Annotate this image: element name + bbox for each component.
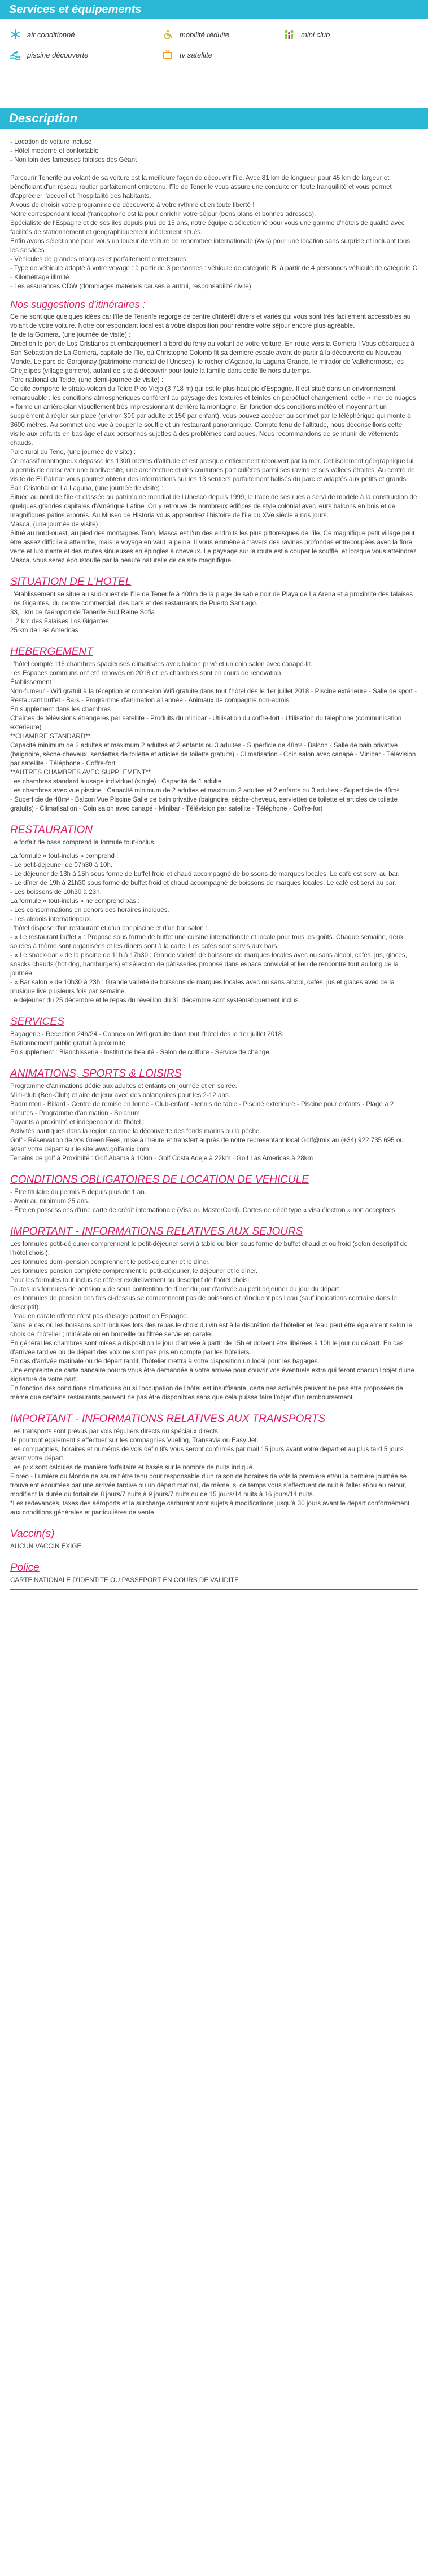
intro-line: - Hôtel moderne et confortable bbox=[10, 147, 99, 155]
services-title: Services et équipements bbox=[9, 3, 142, 16]
intro-paragraph: A vous de choisir votre programme de découverte à votre rythme et en toute liberté ! bbox=[10, 201, 255, 209]
restauration-title: RESTAURATION bbox=[10, 824, 93, 836]
equipment-air-conditioning bbox=[9, 29, 161, 39]
itinerary-line: Ile de la Gomera, (une journée de visite) : bbox=[10, 331, 131, 338]
important-sejours-line: Les formules demi-pension comprennent le petit-déjeuner et le dîner. bbox=[10, 1258, 210, 1266]
services-line: Bagagerie - Reception 24h/24 - Connexion Wifi gratuite dans tout l'hôtel dès le 1er juillet 2018. bbox=[10, 1031, 284, 1038]
animations-line: Programme d'animations dédié aux adultes et enfants en journée et en soirée. bbox=[10, 1082, 237, 1090]
situation-line: L'établissement se situe au sud-ouest de l'île de Tenerife à 400m de la plage de sable noir de Playa de La Arena et à proximité des falaises Los Gigantes, du centre commercial, des bars et des restaurants de Puerto Santiago. bbox=[10, 591, 413, 607]
animations-title: ANIMATIONS, SPORTS & LOISIRS bbox=[10, 1068, 182, 1080]
important-sejours-line: Dans le cas où les boissons sont incluses lors des repas le choix du vin est à la discrétion de l'hôtelier et l'eau peut être également selon le choix de l'hôtelier ; minérale ou en bouteille ou filtrée servie en carafe. bbox=[10, 1322, 413, 1338]
equipment-pool bbox=[9, 50, 161, 60]
restauration-line: - Le petit-déjeuner de 07h30 à 10h. bbox=[10, 861, 113, 869]
kids-club-icon bbox=[283, 29, 295, 39]
hebergement-line: **AUTRES CHAMBRES AVEC SUPPLEMENT** bbox=[10, 769, 151, 776]
hebergement-line: L'hôtel compte 116 chambres spacieuses climatisées avec balcon privé et un coin salon avec canapé-lit. bbox=[10, 660, 312, 668]
vaccins-text: AUCUN VACCIN EXIGE. bbox=[10, 1543, 84, 1550]
police-text: CARTE NATIONALE D'IDENTITE OU PASSEPORT EN COURS DE VALIDITE bbox=[10, 1577, 239, 1584]
equipment-reduced-mobility bbox=[161, 29, 283, 39]
important-transports-line: Les compagnies, horaires et numéros de vols définitifs vous seront confirmés par mail 15 jours avant votre départ et au plus tard 5 jours avant votre départ. bbox=[10, 1446, 404, 1462]
situation-line: 33,1 km de l'aéroport de Tenerife Sud Reine Sofia bbox=[10, 609, 155, 616]
situation-line: 1,2 km des Falaises Los Gigantes bbox=[10, 618, 109, 625]
equipment-label: air conditionné bbox=[27, 30, 75, 39]
restauration-line: - Les consommations en dehors des horaires indiqués. bbox=[10, 906, 169, 914]
hebergement-line: Les chambres avec vue piscine : Capacité minimum de 2 adultes et maximum 2 adultes et 2 enfants ou 3 adultes - Superficie de 48m² bbox=[10, 787, 399, 794]
hebergement-line: Non-fumeur - Wifi gratuit à la réception et connexion Wifi gratuite dans tout l'hôtel dès le 1er juillet 2018 - Piscine extérieure - Salle de sport - Restaurant buffet - Bars - Programme d'animation à l'année - Animaux de compagnie non-admis. bbox=[10, 688, 417, 704]
important-transports-title: IMPORTANT - INFORMATIONS RELATIVES AUX TRANSPORTS bbox=[10, 1413, 326, 1425]
services-line: Stationnement public gratuit à proximité. bbox=[10, 1040, 127, 1047]
important-transports-line: *Les redevances, taxes des aéroports et la surcharge carburant sont sujets à modifications jusqu'à 30 jours avant le départ conformément aux conditions générales et particulières de vente. bbox=[10, 1500, 410, 1516]
pool-icon bbox=[9, 50, 21, 60]
restauration-line: L'hôtel dispose d'un restaurant et d'un bar piscine et d'un bar salon : bbox=[10, 924, 208, 932]
animations-line: Activités nautiques dans la région comme la découverte des fonds marins ou la pêche. bbox=[10, 1128, 261, 1135]
important-transports-line: Ils pourront également s'effectuer sur les compagnies Vueling, Transavia ou Easy Jet. bbox=[10, 1437, 259, 1444]
intro-paragraph: - Kilométrage illimité bbox=[10, 274, 69, 281]
equipment-label: mini club bbox=[301, 30, 330, 39]
situation-title: SITUATION DE L'HOTEL bbox=[10, 576, 132, 588]
restauration-line: - « Bar salon » de 10h30 à 23h : Grande variété de boissons de marques locales avec ou sans alcool, cafés, jus et glaces avec de la musique live plusieurs fois par semaine. bbox=[10, 979, 395, 995]
restauration-line: - « Le restaurant buffet » : Propose sous forme de buffet une cuisine internationale et locale pour tous les goûts. Chaque semaine, deux soirées à thème sont organisées et les dîners sont à la carte. Les cafés sont servis aux bars. bbox=[10, 933, 404, 950]
intro-line: - Non loin des fameuses falaises des Géant bbox=[10, 156, 137, 164]
restauration-line: - Le dîner de 19h à 21h30 sous forme de buffet froid et chaud accompagné de boissons de marques locales. Le café est servi au bar. bbox=[10, 879, 396, 887]
conditions-line: - Avoir au minimum 25 ans. bbox=[10, 1197, 90, 1205]
animations-line: Mini-club (Ben-Club) et aire de jeux avec des balançoires pour les 2-12 ans. bbox=[10, 1091, 230, 1099]
itinerary-line: Direction le port de Los Cristianos et embarquement à bord du ferry au volant de votre voiture. En route vers la Gomera ! Vous débarquez à San Sebastian de La Gomera, capitale de l'île, où Christophe Colomb fit sa dernière escale avant de partir à la découverte du Nouveau Monde. Le parc de Garajonay (patrimoine mondial de l'Unesco), le rocher d'Agando, la Laguna Grande, le mirador de Vallehermoso, les Chejelipes (village gomero), autant de site à découvrir pour toute la famille dans cette île hors du temps. bbox=[10, 340, 414, 375]
restauration-line: La formule « tout-inclus » comprend : bbox=[10, 852, 119, 860]
snowflake-icon bbox=[9, 29, 21, 39]
intro-paragraph: Enfin avons sélectionné pour vous un loueur de voiture de renommée internationale (Avis) pour une location sans surprise et incluant tous les services : bbox=[10, 237, 410, 254]
important-sejours-line: Pour les formules tout inclus se référer exclusivement au descriptif de l'hôtel choisi. bbox=[10, 1276, 251, 1284]
itinerary-line: San Cristobal de La Laguna, (une journée de visite) : bbox=[10, 485, 164, 492]
services-section-title: SERVICES bbox=[10, 1016, 64, 1028]
conditions-title: CONDITIONS OBLIGATOIRES DE LOCATION DE VEHICULE bbox=[10, 1174, 309, 1186]
restauration-line: - « Le snack-bar » de la piscine de 11h à 17h30 : Grande variété de boissons de marques locales avec ou sans alcool, cafés, jus, glaces, snacks chauds (hot dog, hamburgers) et sélection de pâtisseries proposé dans espace convivial et lieu de rencontre tout au long de la journée. bbox=[10, 952, 407, 977]
restauration-line: Le forfait de base comprend la formule tout-inclus. bbox=[10, 839, 156, 846]
description-title: Description bbox=[9, 111, 78, 125]
animations-line: Golf - Réservation de vos Green Fees, mise à l'heure et transfert auprès de notre représentant local Golf@mix au (+34) 922 735 695 ou avant votre départ sur le site www.golfamix.com bbox=[10, 1137, 404, 1153]
important-sejours-line: En général les chambres sont mises à disposition le jour d'arrivée à partir de 15h et doivent être libérées à 10h le jour du départ. En cas d'arrivée tardive ou de départ des voix ne sont pas pris en compte par les hôteliers. bbox=[10, 1340, 404, 1356]
itinerary-line: Ce ne sont que quelques idées car l'île de Tenerife regorge de centre d'intérêt divers et variés qui vous sont très facilement accessibles au volant de votre voiture. Notre correspondant local est à votre disposition pour rendre votre séjour encore plus agréable. bbox=[10, 313, 411, 329]
conditions-line: - Être titulaire du permis B depuis plus de 1 an. bbox=[10, 1188, 147, 1196]
itinerary-line: Parc rural du Teno, (une journée de visite) : bbox=[10, 448, 136, 456]
important-sejours-line: Les formules pension complète comprennent le petit-déjeuner, le déjeuner et le dîner. bbox=[10, 1267, 258, 1275]
hebergement-title: HEBERGEMENT bbox=[10, 646, 93, 658]
intro-paragraph: - Type de véhicule adapté à votre voyage : à partir de 3 personnes : véhicule de catégorie B, à partir de 4 personnes véhicule de catégorie C bbox=[10, 265, 417, 272]
hebergement-line: - Superficie de 48m² - Balcon Vue Piscine Salle de bain privative (baignoire, sèche-cheveux, serviettes de toilette et articles de toilette gratuits) - Climatisation - Coin salon avec canapé - Minibar - Télévision par satellite - Téléphone - Coffre-fort bbox=[10, 796, 398, 812]
intro-paragraph: Parcourir Tenerife au volant de sa voiture est la meilleure façon de découvrir l'île. Avec 81 km de longueur pour 45 km de largeur et bénéficiant d'un réseau routier parfaitement entretenu, l'île de Tenerife vous assure une conduite en toute tranquillité et vous permet d'apprécier l'accueil et l'hospitalité des habitants. bbox=[10, 174, 392, 200]
important-transports-line: Floreo - Lumière du Monde ne saurait être tenu pour responsable d'un raison de horaires de vols la première et/ou la dernière journée se trouvaient écourtées par une arrivée tardive ou un départ matinal, de même, si ce temps vous s'effectuent de nuit à l'aller et/ou au retour, modifiant la durée du forfait de 8 jours/7 nuits à 9 jours/7 nuits ou de 15 jours/14 nuits à 16 jours/14 nuits. bbox=[10, 1473, 407, 1498]
restauration-line: - Le déjeuner de 13h à 15h sous forme de buffet froid et chaud accompagné de boissons de marques locales. Le café est servi au bar. bbox=[10, 870, 400, 878]
itinerary-line: Situé au nord-ouest, au pied des montagnes Teno, Masca est l'un des endroits les plus pittoresques de l'île. Ce magnifique petit village peut être assez difficile à atteindre, mais le voyage en vaut la peine. Il vous emmène à travers des ravines profondes entrecoupées avec la flore verte et luxuriante et des routes sinueuses en épingles à cheveux. Le paysage sur la route est à couper le souffle, et lorsque vous atteindrez Masca, vous serez époustouflé par la beauté naturelle de ce site magnifique. bbox=[10, 530, 417, 564]
description-banner bbox=[0, 108, 428, 129]
important-sejours-line: Une empreinte de carte bancaire pourra vous être demandée à votre arrivée pour couvrir vos éventuels extra qui feront chacun l'objet d'une signature de votre part. bbox=[10, 1367, 414, 1383]
intro-paragraph: - Véhicules de grandes marques et parfaitement entretenues bbox=[10, 256, 186, 263]
hebergement-line: Les chambres standard à usage individuel (single) : Capacité de 1 adulte bbox=[10, 778, 222, 785]
equipment-label: mobilité réduite bbox=[180, 30, 230, 39]
restauration-line: - Les alcools internationaux. bbox=[10, 915, 92, 923]
description-content bbox=[0, 129, 428, 1590]
important-sejours-line: L'eau en carafe offerte n'est pas d'usage partout en Espagne. bbox=[10, 1313, 189, 1320]
hebergement-line: Chaînes de télévisions étrangères par satellite - Produits du minibar - Utilisation du coffre-fort - Utilisation du téléphone (communication extérieure) bbox=[10, 715, 402, 731]
itinerary-title: Nos suggestions d'itinéraires : bbox=[10, 299, 146, 310]
restauration-line: - Les boissons de 10h30 à 23h. bbox=[10, 888, 102, 896]
itinerary-line: Ce massif montagneux dépasse les 1300 mètres d'altitude et est presque entièrement recouvert par la mer. Cet isolement géographique lui a permis de conserver une biodiversité, une architecture et des coutumes particulières parmi ses ravins et ses vallées étroites. Au centre de visite de El Palmar vous pourrez obtenir des informations sur les 13 sentiers parfaitement balisés du parc et adaptés aux petits et grands. bbox=[10, 457, 415, 483]
tv-icon bbox=[161, 50, 174, 60]
intro-paragraph: Notre correspondant local (francophone est là pour enrichir votre séjour (bons plans et bonnes adresses). bbox=[10, 210, 316, 218]
equipments-section bbox=[0, 19, 428, 64]
intro-paragraph: - Les assurances CDW (dommages matériels causés à autrui, responsabilité civile) bbox=[10, 283, 251, 290]
itinerary-line: Située au nord de l'île et classée au patrimoine mondial de l'Unesco depuis 1999, le tracé de ses rues a servi de modèle à la construction de quelques grandes capitales d'Amérique Latine. On y retrouve de nombreux édifices de style colonial avec leurs balcons en bois et de magnifiques patios arborés. Au Museo de Historia vous apprendrez l'histoire de l'île du XVe siècle à nos jours. bbox=[10, 494, 417, 519]
important-sejours-title: IMPORTANT - INFORMATIONS RELATIVES AUX SEJOURS bbox=[10, 1226, 303, 1238]
restauration-line: Le déjeuner du 25 décembre et le repas du réveillon du 31 décembre sont systématiquement inclus. bbox=[10, 997, 300, 1004]
important-sejours-line: Les formules petit-déjeuner comprennent le petit-déjeuner servi à table ou bien sous forme de buffet chaud et ou froid (selon descriptif de l'hôtel choisi). bbox=[10, 1240, 408, 1257]
restauration-line: La formule « tout-inclus » ne comprend pas : bbox=[10, 897, 140, 905]
vaccins-title: Vaccin(s) bbox=[10, 1528, 55, 1540]
important-sejours-line: En fonction des conditions climatiques ou si l'occupation de l'hôtel est insuffisante, certaines activités peuvent ne pas être proposées de même que certains restaurants peuvent ne pas être disponibles sans que cela puisse faire l'objet d'un remboursement. bbox=[10, 1385, 403, 1401]
hebergement-line: Établissement : bbox=[10, 679, 55, 686]
hebergement-line: Les Espaces communs ont été rénovés en 2018 et les chambres sont en cours de rénovation. bbox=[10, 670, 283, 677]
police-title: Police bbox=[10, 1562, 40, 1574]
intro-line: - Location de voiture incluse bbox=[10, 138, 92, 146]
important-sejours-line: Toutes les formules de pension « de sous contention de dîner du jour d'arrivée au petit déjeuner du jour du départ. bbox=[10, 1285, 341, 1293]
important-sejours-line: En cas d'arrivée matinale ou de départ tardif, l'hôtelier mettra à votre disposition un local pour les bagages. bbox=[10, 1358, 320, 1365]
animations-line: Terrains de golf à Proximité : Golf Abama à 10km - Golf Costa Adeje à 22km - Golf Las Americas à 28km bbox=[10, 1155, 313, 1162]
services-banner bbox=[0, 0, 428, 19]
wheelchair-icon bbox=[161, 29, 174, 39]
situation-line: 25 km de Las Americas bbox=[10, 627, 78, 634]
equipment-label: piscine découverte bbox=[27, 50, 89, 59]
equipment-tv bbox=[161, 50, 283, 60]
itinerary-line: Parc national du Teide, (une demi-journée de visite) : bbox=[10, 376, 164, 384]
animations-line: Payants à proximité et indépendant de l'hôtel : bbox=[10, 1119, 145, 1126]
equipments-grid bbox=[9, 29, 419, 60]
important-transports-line: Les prix sont calculés de manière forfaitaire et basés sur le nombre de nuits indiqué. bbox=[10, 1464, 255, 1471]
important-sejours-line: Les formules de pension des fois ci-dessus se comprennent pas de boissons et n'incluent pas l'eau (sauf indications contraire dans le descriptif). bbox=[10, 1294, 397, 1311]
hebergement-line: Capacité minimum de 2 adultes et maximum 2 adultes et 2 enfants ou 3 adultes - Superficie de 48m² - Balcon - Salle de bain privative (baignoire, sèche-cheveux, serviettes de toilette et articles de toilette gratuits) - Climatisation - Coin salon avec canapé - Minibar - Télévision par satellite - Téléphone - Coffre-fort bbox=[10, 742, 416, 767]
equipment-label: tv satellite bbox=[180, 50, 212, 59]
conditions-line: - Être en possessions d'une carte de crédit internationale (Visa ou MasterCard). Cartes de débit type « visa électron » non acceptées. bbox=[10, 1206, 398, 1214]
animations-line: Badminton - Billard - Centre de remise en forme - Club-enfant - tennis de table - Piscine extérieure - Piscine pour enfants - Plage à 2 minutes - Programme d'animation - Solarium bbox=[10, 1100, 394, 1117]
important-transports-line: Les transports sont prévus par vols réguliers directs ou spéciaux directs. bbox=[10, 1428, 220, 1435]
hebergement-line: **CHAMBRE STANDARD** bbox=[10, 733, 91, 740]
hebergement-line: En supplément dans les chambres : bbox=[10, 706, 115, 713]
services-line: En supplément : Blanchisserie - Institut de beauté - Salon de coiffure - Service de change bbox=[10, 1049, 269, 1056]
equipment-kids-club bbox=[283, 29, 418, 39]
itinerary-line: Ce site comporte le strato-volcan du Teide Pico Viejo (3 718 m) qui est le plus haut pic d'Espagne. Il est situé dans un environnement remarquable : les conditions atmosphériques confèrent au paysage des textures et teintes en perpétuel changement, cette « mer de nuages » forme un arrière-plan visuellement très impressionnant derrière la montagne. En fonction des conditions météo et moyennant un supplément à régler sur place (environ 30€ par adulte et 15€ par enfant), vous pouvez accéder au sommet par le téléphérique qui monte à 3600 mètres. Au sommet une vue à couper le souffle et un restaurant panoramique. Compte tenu de l'altitude, nous déconseillons cette visite aux enfants en bas âge et aux personnes sujettes à des problèmes cardiaques. Nous recommandons de se munir de vêtements chauds. bbox=[10, 385, 416, 447]
itinerary-line: Masca, (une journée de visite) : bbox=[10, 521, 102, 528]
bottom-divider bbox=[10, 1589, 418, 1590]
intro-paragraph: Spécialiste de l'Espagne et de ses îles depuis plus de 15 ans, notre équipe a sélectionné pour vous une gamme d'hôtels de qualité avec facilités de stationnement et géographiquement idéalement situés. bbox=[10, 219, 405, 236]
